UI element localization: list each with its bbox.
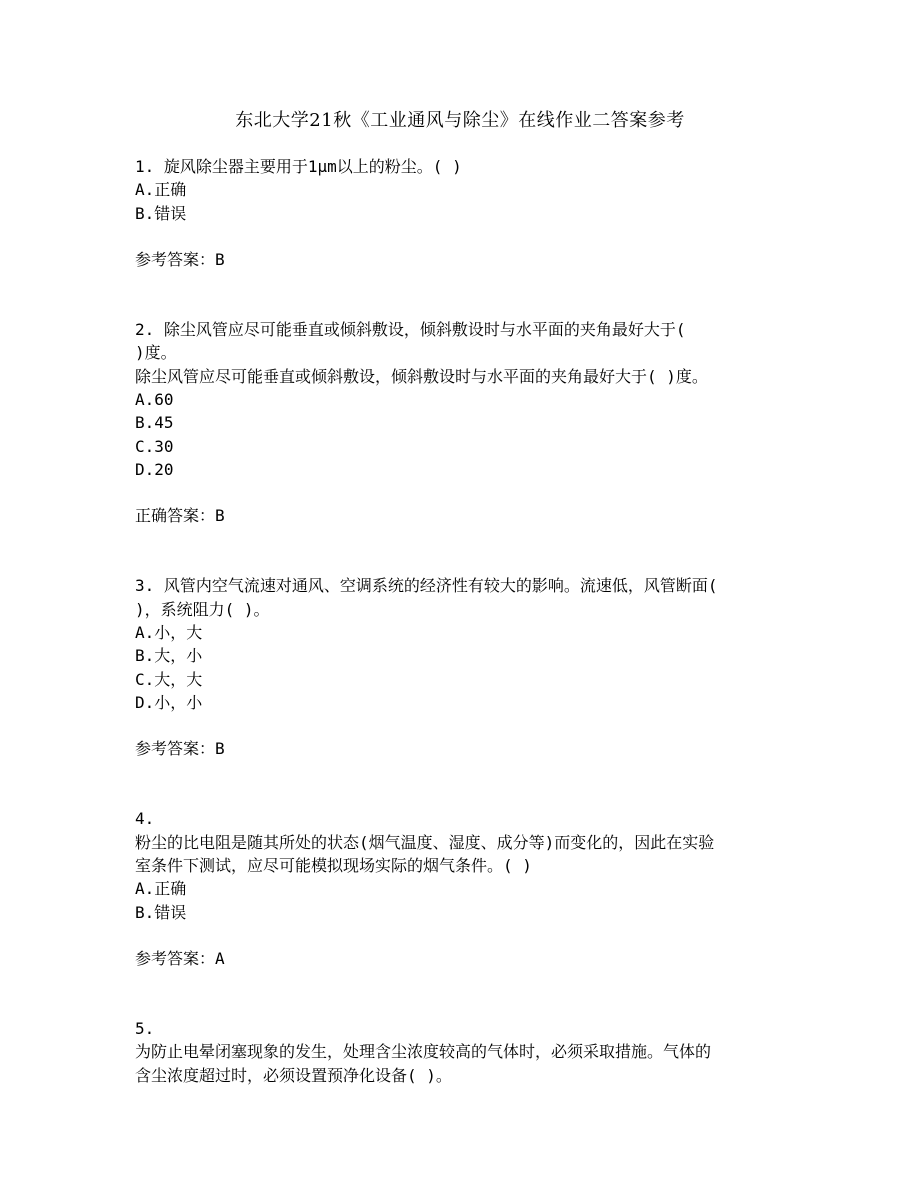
question-3-option-a: A.小，大	[135, 622, 203, 642]
question-4-answer: 参考答案：A	[135, 949, 225, 969]
question-5	[135, 1017, 795, 1087]
question-1-answer: 参考答案：B	[135, 250, 225, 270]
question-3-answer: 参考答案：B	[135, 739, 225, 759]
document-title: 东北大学21秋《工业通风与除尘》在线作业二答案参考	[235, 110, 685, 131]
question-4	[135, 807, 795, 970]
question-5-text-line-1: 为防止电晕闭塞现象的发生，处理含尘浓度较高的气体时，必须采取措施。气体的	[135, 1042, 712, 1062]
question-5-text-line-2: 含尘浓度超过时，必须设置预净化设备( )。	[135, 1065, 452, 1085]
question-2-option-c: C.30	[135, 436, 174, 456]
question-2-answer: 正确答案：B	[135, 506, 225, 526]
question-2-option-d: D.20	[135, 459, 174, 479]
question-2-option-a: A.60	[135, 389, 174, 409]
question-3-option-b: B.大，小	[135, 646, 203, 666]
question-4-option-b: B.错误	[135, 902, 187, 922]
question-3-text-line-1: 3. 风管内空气流速对通风、空调系统的经济性有较大的影响。流速低，风管断面(	[135, 576, 718, 596]
question-4-text-line-2: 室条件下测试，应尽可能模拟现场实际的烟气条件。( )	[135, 855, 532, 875]
question-5-number: 5.	[135, 1018, 155, 1038]
question-4-number: 4.	[135, 809, 155, 829]
question-2-text-line-1: 2. 除尘风管应尽可能垂直或倾斜敷设，倾斜敷设时与水平面的夹角最好大于(	[135, 320, 686, 340]
question-1	[135, 155, 795, 271]
question-3-option-d: D.小，小	[135, 692, 203, 712]
question-1-option-b: B.错误	[135, 203, 187, 223]
question-3	[135, 574, 795, 760]
question-1-text: 1. 旋风除尘器主要用于1μm以上的粉尘。( )	[135, 157, 462, 176]
question-2-text-line-3: 除尘风管应尽可能垂直或倾斜敷设，倾斜敷设时与水平面的夹角最好大于( )度。	[135, 366, 708, 386]
question-3-text-line-2: )，系统阻力( )。	[135, 599, 270, 619]
question-2	[135, 318, 795, 528]
question-4-text-line-1: 粉尘的比电阻是随其所处的状态(烟气温度、湿度、成分等)而变化的，因此在实验	[135, 832, 715, 852]
question-2-option-b: B.45	[135, 413, 174, 433]
question-list	[135, 155, 795, 1087]
question-1-option-a: A.正确	[135, 180, 187, 200]
question-2-text-line-2: )度。	[135, 343, 177, 363]
question-3-option-c: C.大，大	[135, 669, 203, 689]
question-4-option-a: A.正确	[135, 879, 187, 899]
